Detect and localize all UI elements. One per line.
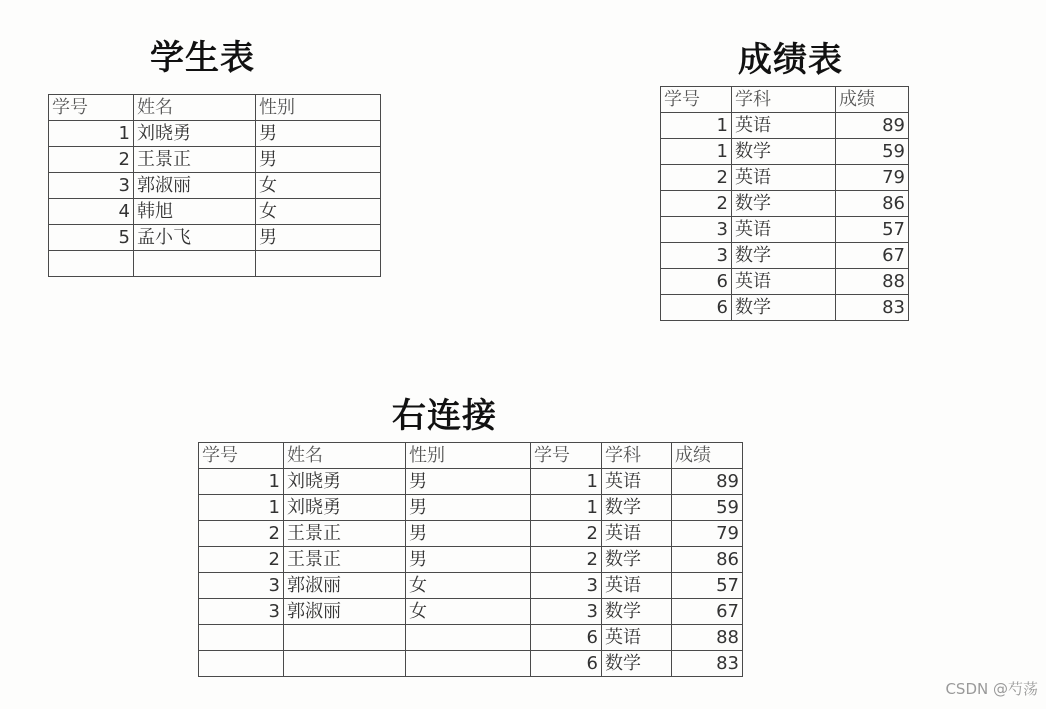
table-cell: 59 [672, 495, 743, 521]
table-row [661, 165, 909, 191]
column-header: 姓名 [134, 95, 256, 121]
table-cell: 数学 [602, 495, 672, 521]
table-cell [199, 651, 284, 677]
table-cell: 数学 [732, 295, 836, 321]
table-cell: 数学 [602, 651, 672, 677]
table-row [49, 199, 381, 225]
table-cell [406, 625, 531, 651]
column-header: 学科 [602, 443, 672, 469]
table-cell: 79 [672, 521, 743, 547]
table-cell: 86 [836, 191, 909, 217]
table-cell: 1 [199, 495, 284, 521]
table-row [661, 139, 909, 165]
table-row [199, 469, 743, 495]
table-cell [134, 251, 256, 277]
table-cell: 83 [836, 295, 909, 321]
students-title: 学生表 [150, 38, 255, 78]
column-header: 性别 [406, 443, 531, 469]
table-cell: 1 [531, 495, 602, 521]
table-cell: 89 [836, 113, 909, 139]
table-cell: 英语 [732, 269, 836, 295]
table-cell: 3 [199, 573, 284, 599]
right-join-table [198, 442, 743, 677]
table-cell: 英语 [732, 165, 836, 191]
header-row [661, 87, 909, 113]
table-row [49, 147, 381, 173]
table-cell: 英语 [602, 573, 672, 599]
table-cell: 3 [49, 173, 134, 199]
table-cell: 孟小飞 [134, 225, 256, 251]
table-cell: 王景正 [284, 547, 406, 573]
column-header: 成绩 [672, 443, 743, 469]
csdn-watermark: CSDN @芍荡 [945, 680, 1038, 698]
table-cell: 女 [406, 599, 531, 625]
table-cell: 郭淑丽 [284, 599, 406, 625]
table-cell: 英语 [602, 469, 672, 495]
table-cell: 刘晓勇 [284, 495, 406, 521]
table-cell: 英语 [602, 521, 672, 547]
table-cell: 英语 [732, 113, 836, 139]
table-cell [284, 625, 406, 651]
column-header: 成绩 [836, 87, 909, 113]
column-header: 学科 [732, 87, 836, 113]
table-cell: 2 [531, 547, 602, 573]
table-cell: 女 [406, 573, 531, 599]
table-cell: 6 [531, 651, 602, 677]
table-cell: 67 [672, 599, 743, 625]
table-cell: 1 [661, 113, 732, 139]
table-cell: 数学 [732, 139, 836, 165]
table-cell: 男 [406, 495, 531, 521]
table-cell: 5 [49, 225, 134, 251]
table-cell: 89 [672, 469, 743, 495]
table-cell: 3 [199, 599, 284, 625]
table-cell: 男 [256, 225, 381, 251]
table-row [661, 113, 909, 139]
table-cell: 88 [836, 269, 909, 295]
table-cell [256, 251, 381, 277]
table-cell: 男 [406, 469, 531, 495]
column-header: 学号 [531, 443, 602, 469]
table-cell: 男 [406, 547, 531, 573]
table-cell [199, 625, 284, 651]
table-cell: 男 [256, 147, 381, 173]
table-cell: 数学 [732, 243, 836, 269]
header-row [199, 443, 743, 469]
column-header: 性别 [256, 95, 381, 121]
table-cell: 2 [661, 191, 732, 217]
table-row [199, 625, 743, 651]
table-cell: 2 [199, 547, 284, 573]
table-cell: 1 [661, 139, 732, 165]
table-cell: 2 [531, 521, 602, 547]
table-cell: 女 [256, 199, 381, 225]
table-cell: 女 [256, 173, 381, 199]
table-cell: 男 [406, 521, 531, 547]
table-cell: 6 [531, 625, 602, 651]
table-row [199, 495, 743, 521]
table-cell: 2 [49, 147, 134, 173]
table-cell: 韩旭 [134, 199, 256, 225]
table-cell: 4 [49, 199, 134, 225]
table-row [49, 173, 381, 199]
column-header: 学号 [49, 95, 134, 121]
table-cell: 1 [531, 469, 602, 495]
table-row [49, 251, 381, 277]
table-cell: 2 [199, 521, 284, 547]
table-row [199, 651, 743, 677]
table-cell: 王景正 [134, 147, 256, 173]
table-row [199, 521, 743, 547]
table-cell: 3 [531, 573, 602, 599]
table-row [49, 225, 381, 251]
table-cell: 79 [836, 165, 909, 191]
table-cell: 86 [672, 547, 743, 573]
table-row [199, 599, 743, 625]
table-row [199, 573, 743, 599]
table-cell: 67 [836, 243, 909, 269]
table-cell: 刘晓勇 [134, 121, 256, 147]
table-row [661, 243, 909, 269]
table-cell: 刘晓勇 [284, 469, 406, 495]
table-cell: 数学 [602, 599, 672, 625]
table-row [661, 191, 909, 217]
table-cell: 1 [49, 121, 134, 147]
scores-title: 成绩表 [738, 40, 843, 80]
table-cell: 英语 [602, 625, 672, 651]
table-row [661, 295, 909, 321]
table-cell: 郭淑丽 [134, 173, 256, 199]
table-cell [284, 651, 406, 677]
column-header: 姓名 [284, 443, 406, 469]
students-table [48, 94, 381, 277]
table-cell: 3 [531, 599, 602, 625]
table-cell: 数学 [602, 547, 672, 573]
column-header: 学号 [199, 443, 284, 469]
table-row [661, 217, 909, 243]
table-cell: 郭淑丽 [284, 573, 406, 599]
table-row [199, 547, 743, 573]
right-join-title: 右连接 [392, 396, 497, 436]
table-cell: 83 [672, 651, 743, 677]
table-cell: 59 [836, 139, 909, 165]
table-row [661, 269, 909, 295]
table-row [49, 121, 381, 147]
scores-table [660, 86, 909, 321]
table-cell: 男 [256, 121, 381, 147]
table-cell: 1 [199, 469, 284, 495]
table-cell [49, 251, 134, 277]
table-cell: 3 [661, 217, 732, 243]
table-cell: 6 [661, 269, 732, 295]
table-cell: 57 [672, 573, 743, 599]
table-cell [406, 651, 531, 677]
table-cell: 88 [672, 625, 743, 651]
table-cell: 57 [836, 217, 909, 243]
table-cell: 数学 [732, 191, 836, 217]
table-cell: 王景正 [284, 521, 406, 547]
column-header: 学号 [661, 87, 732, 113]
header-row [49, 95, 381, 121]
table-cell: 3 [661, 243, 732, 269]
table-cell: 6 [661, 295, 732, 321]
table-cell: 英语 [732, 217, 836, 243]
table-cell: 2 [661, 165, 732, 191]
